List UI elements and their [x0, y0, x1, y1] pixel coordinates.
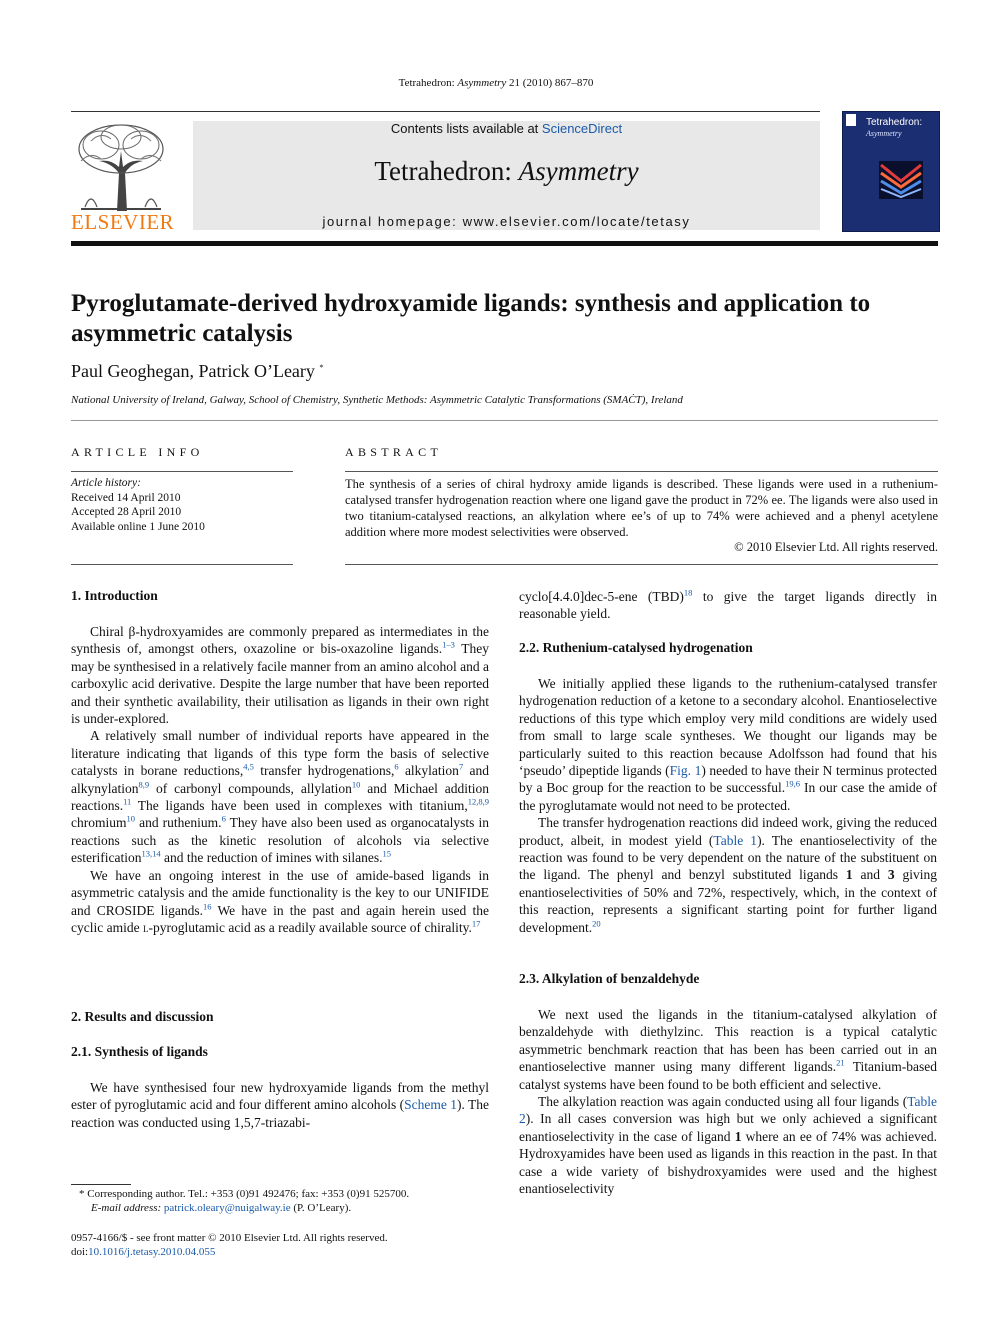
sciencedirect-link[interactable]: ScienceDirect — [541, 121, 623, 136]
publisher-name: ELSEVIER — [71, 210, 175, 234]
article-history: Article history: Received 14 April 2010 Accepted 28 April 2010 Available online 1 June 2010 — [71, 477, 205, 533]
article-title: Pyroglutamate-derived hydroxyamide ligands: synthesis and application to asymmetric catalysis — [71, 290, 871, 347]
journal-citation: Tetrahedron: Asymmetry 21 (2010) 867–870 — [398, 77, 594, 89]
article-info-heading: ARTICLE INFO — [71, 445, 204, 459]
abstract-bottom-rule — [345, 564, 938, 565]
corresponding-footnote: * Corresponding author. Tel.: +353 (0)91 492476; fax: +353 (0)91 525700. E-mail address: patrick.oleary@nuigalway.ie (P. O’Leary). — [79, 1188, 410, 1214]
issn-doi: 0957-4166/$ - see front matter © 2010 Elsevier Ltd. All rights reserved. doi:10.1016/j.tetasy.2010.04.055 — [71, 1232, 388, 1258]
results-heading: 2. Results and discussion — [71, 1009, 214, 1024]
affiliation-rule — [71, 420, 938, 421]
header-top-rule — [71, 111, 820, 112]
alkylation-body: We next used the ligands in the titanium-catalysed alkylation of benzaldehyde with diethylzinc. This reaction is a typical catalytic asymmetric benchmark reaction that has been has been carried out in an enantioselective manner using many different ligands.$^{21}$ Titanium-based catalyst systems have been found to be both efficient and selective. The alkylation reaction was again conducted using all four ligands (Table 2). In all cases conversion was high but we only achieved a significant enantioselectivity in the case of ligand 1 where an ee of 74% was achieved. Hydroxyamides have been used as ligands in this reaction in the past. In that case a wide variety of bishydroxyamides were used and the highest enantioselectivity — [519, 1007, 937, 1197]
abstract-copyright: © 2010 Elsevier Ltd. All rights reserved. — [734, 540, 938, 554]
author-email-link[interactable]: patrick.oleary@nuigalway.ie — [163, 1202, 291, 1214]
cover-subtitle: Asymmetry — [866, 129, 902, 138]
synthesis-body: We have synthesised four new hydroxyamide ligands from the methyl ester of pyroglutamic acid and four different amino alcohols (Scheme 1). The reaction was conducted using 1,5,7-triazabi- — [71, 1080, 489, 1130]
ruthenium-heading: 2.2. Ruthenium-catalysed hydrogenation — [519, 640, 753, 655]
ruthenium-body: We initially applied these ligands to the ruthenium-catalysed transfer hydrogenation reduction of a ketone to a secondary alcohol. Enantioselective reductions of this type which employ very mild conditions are widely used from small to large scale syntheses. We thought our ligands may be particularly suited to this reaction because Adolfsson had found that his ‘pseudo’ dipeptide ligands (Fig. 1) needed to have their N terminus protected by a Boc group for the reaction to be successful.$^{19,6}$ In our case the amide of the pyroglutamate would not need to be protected. The transfer hydrogenation reactions did indeed work, giving the reduced product, albeit, in modest yield (Table 1). The enantioselectivity of the reaction was found to be very dependent on the nature of the substituent on the ligand. The phenyl and benzyl substituted ligands 1 and 3 giving enantioselectivities of 50% and 72%, respectively, which, in the context of this reaction, represents a significant starting point for further ligand development.$^{20}$ — [519, 676, 937, 935]
header-bottom-rule — [71, 241, 938, 246]
cover-graphic-icon — [879, 161, 923, 199]
journal-homepage[interactable]: journal homepage: www.elsevier.com/locate/tetasy — [322, 214, 691, 229]
footnote-rule — [71, 1184, 131, 1185]
synthesis-body-continued: cyclo[4.4.0]dec-5-ene (TBD)$^{18}$ to give the target ligands directly in reasonable yield. — [519, 587, 938, 622]
article-info-rule — [71, 471, 293, 472]
doi-link[interactable]: 10.1016/j.tetasy.2010.04.055 — [88, 1246, 216, 1258]
abstract-text: The synthesis of a series of chiral hydroxy amide ligands is described. These ligands were used in a ruthenium-catalysed transfer hydrogenation reaction where one ligand gave the product in 72% ee. The ligands were also used in two titanium-catalysed reactions, an alkylation where ee’s of up to 74% were achieved and a phenyl acetylene addition where more modest selectivities were observed. — [345, 477, 938, 539]
journal-title: Tetrahedron: Asymmetry — [374, 156, 639, 186]
cover-publisher-icon — [846, 114, 856, 126]
abstract-rule — [345, 471, 938, 472]
synthesis-heading: 2.1. Synthesis of ligands — [71, 1044, 208, 1059]
affiliation: National University of Ireland, Galway, School of Chemistry, Synthetic Methods: Asymmetric Catalytic Transformations (SMAĊT), Ireland — [71, 394, 683, 406]
elsevier-tree-logo — [71, 121, 171, 213]
cover-title: Tetrahedron: — [866, 117, 923, 128]
introduction-heading: 1. Introduction — [71, 588, 158, 603]
abstract-heading: ABSTRACT — [345, 445, 443, 459]
contents-line: Contents lists available at ScienceDirect — [390, 121, 623, 136]
introduction-body: Chiral β-hydroxyamides are commonly prepared as intermediates in the synthesis of, amongst others, oxazoline or bis-oxazoline ligands.$^{1-3}$ They may be synthesised in a relatively facile manner from an amino alcohol and a carboxylic acid derivative. Despite the large number that have been reported and their synthetic availability, their utilisation as ligands in their own right is under-explored. A relatively small number of individual reports have appeared in the literature indicating that ligands of this type form the basis of selective catalysts in borane reductions,$^{4,5}$ transfer hydrogenations,$^6$ alkylation$^7$ and alkynylation$^{8,9}$ of carbonyl compounds, allylation$^{10}$ and Michael addition reactions.$^{11}$ The ligands have been used in complexes with titanium,$^{12,8,9}$ chromium$^{10}$ and ruthenium.$^6$ They have also been used as organocatalysts in reactions such as the kinetic resolution of alcohols via selective esterification$^{13,14}$ and the reduction of imines with silanes.$^{15}$ We have an ongoing interest in the use of amide-based ligands in asymmetric catalysis and the amide functionality is the key to our UNIFIDE and CROSIDE ligands.$^{16}$ We have in the past and again herein used the cyclic amide l-pyroglutamic acid as a readily available source of chirality.$^{17}$ — [71, 624, 490, 935]
article-info-bottom-rule — [71, 564, 293, 565]
alkylation-heading: 2.3. Alkylation of benzaldehyde — [519, 971, 700, 986]
authors: Paul Geoghegan, Patrick O’Leary * — [71, 361, 324, 381]
